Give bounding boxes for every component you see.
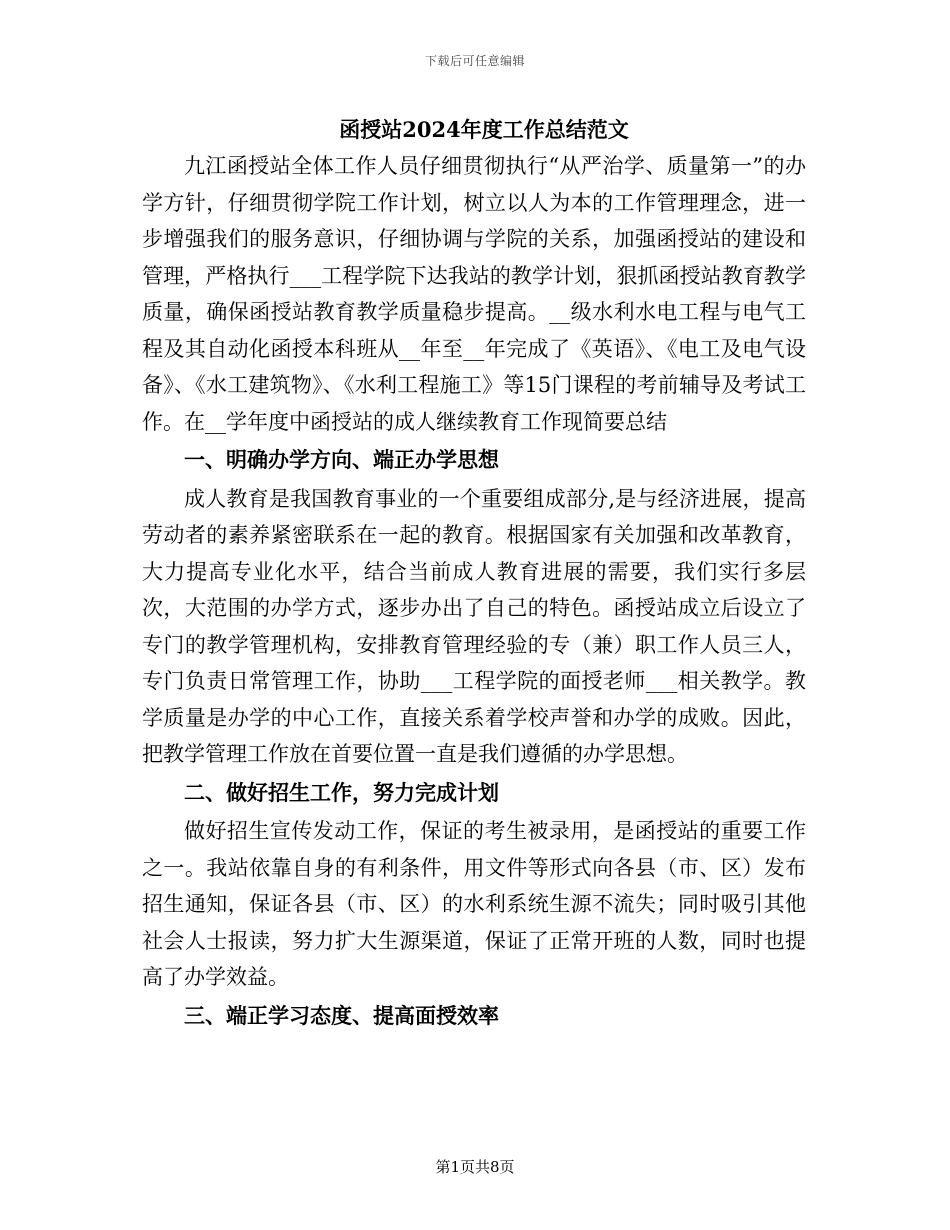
intro-paragraph: 九江函授站全体工作人员仔细贯彻执行“从严治学、质量第一”的办学方针，仔细贯彻学院工作计划，树立以人为本的工作管理理念，进一步增强我们的服务意识，仔细协调与学院的关系，加强函授站的建设和管理，严格执行___工程学院下达我站的教学计划，狠抓函授站教育教学质量，确保函授站教育教学质量稳步提高。__级水利水电工程与电气工程及其自动化函授本科班从__年至__年完成了《英语》、《电工及电气设备》、《水工建筑物》、《水利工程施工》等15门课程的考前辅导及考试工作。在__学年度中函授站的成人继续教育工作现简要总结 [142, 154, 806, 434]
page-footer: 第1页共8页 [435, 1158, 515, 1176]
header-note: 下载后可任意编辑 [424, 54, 525, 68]
section-body-2: 做好招生宣传发动工作，保证的考生被录用，是函授站的重要工作之一。我站依靠自身的有利条件，用文件等形式向各县（市、区）发布招生通知，保证各县（市、区）的水利系统生源不流失；同时吸引其他社会人士报读，努力扩大生源渠道，保证了正常开班的人数，同时也提高了办学效益。 [142, 819, 806, 989]
document-content [142, 112, 806, 1036]
section-heading-1: 一、明确办学方向、端正办学思想 [184, 447, 499, 472]
document-title: 函授站2024年度工作总结范文 [339, 117, 629, 142]
section-heading-3: 三、端正学习态度、提高面授效率 [184, 1002, 499, 1028]
section-heading-2: 二、做好招生工作，努力完成计划 [184, 779, 499, 805]
section-body-1: 成人教育是我国教育事业的一个重要组成部分,是与经济进展，提高劳动者的素养紧密联系在一起的教育。根据国家有关加强和改革教育，大力提高专业化水平，结合当前成人教育进展的需要，我们实行多层次，大范围的办学方式，逐步办出了自己的特色。函授站成立后设立了专门的教学管理机构，安排教育管理经验的专（兼）职工作人员三人，专门负责日常管理工作，协助___工程学院的面授老师___相关教学。教学质量是办学的中心工作，直接关系着学校声誉和办学的成败。因此，把教学管理工作放在首要位置一直是我们遵循的办学思想。 [142, 486, 806, 766]
